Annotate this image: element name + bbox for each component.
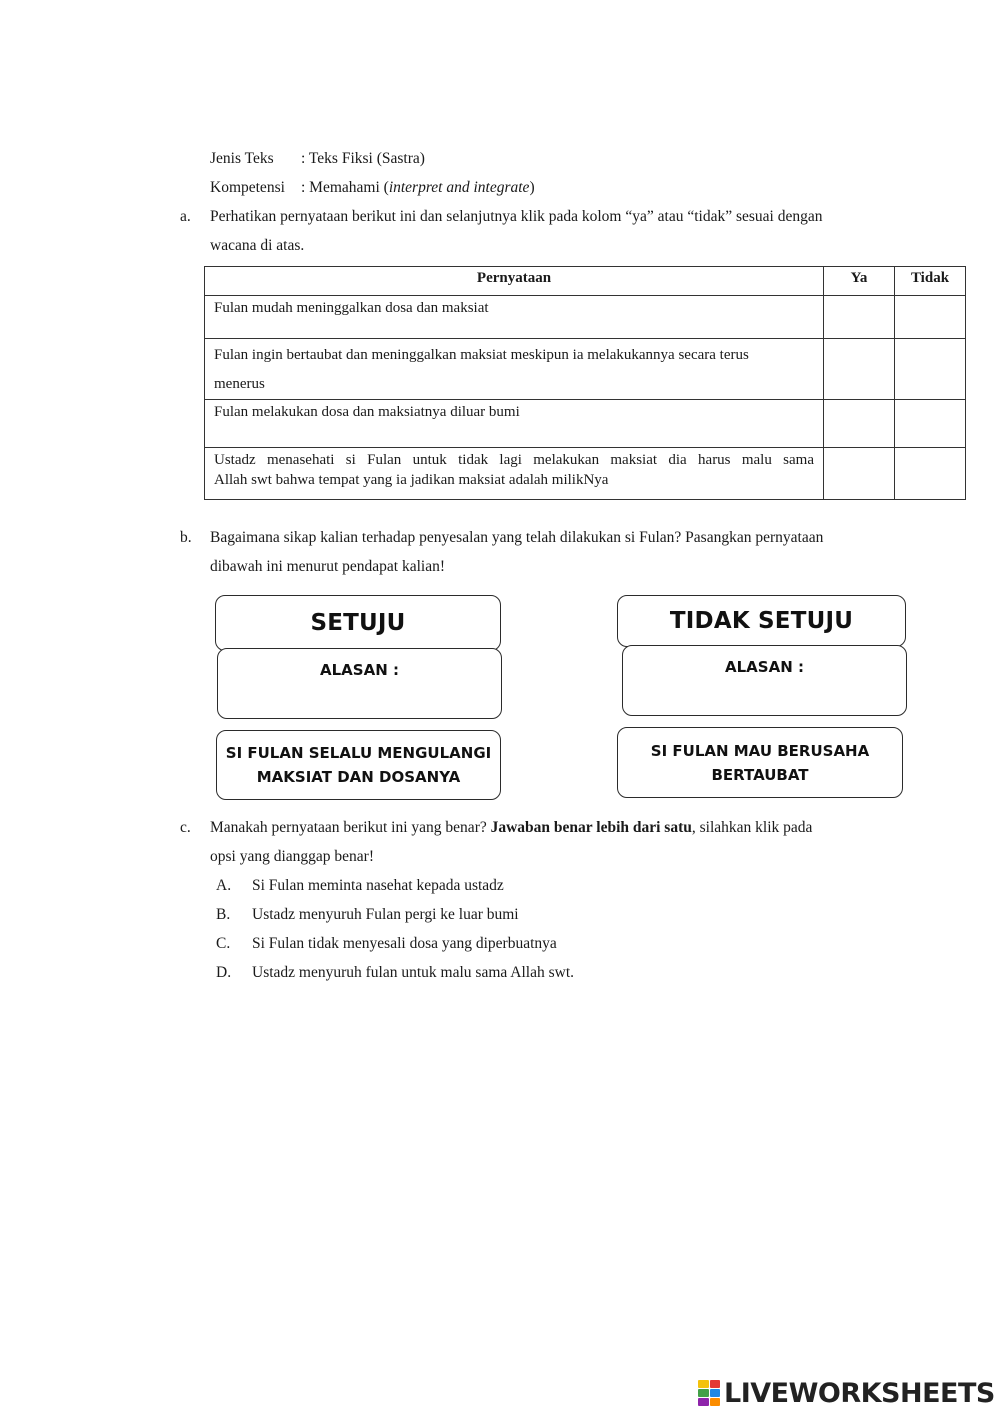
section-b-instruction: Bagaimana sikap kalian terhadap penyesalan yang telah dilakukan si Fulan? Pasangkan pernyataan xyxy=(210,529,824,546)
section-a-marker: a. xyxy=(180,208,191,225)
jenis-teks-label: Jenis Teks xyxy=(210,150,274,167)
statement-text: Fulan mudah meninggalkan dosa dan maksiat xyxy=(205,296,824,339)
ya-cell[interactable] xyxy=(824,296,895,339)
section-b-marker: b. xyxy=(180,529,192,546)
section-a-instruction-cont: wacana di atas. xyxy=(210,237,305,254)
drag-card-bertaubat[interactable]: SI FULAN MAU BERUSAHA BERTAUBAT xyxy=(617,727,903,798)
option-letter: D. xyxy=(216,964,232,981)
section-a-instruction: Perhatikan pernyataan berikut ini dan selanjutnya klik pada kolom “ya” atau “tidak” sesuai dengan xyxy=(210,208,823,225)
statement-table xyxy=(204,266,966,500)
drag-card-mengulangi[interactable]: SI FULAN SELALU MENGULANGI MAKSIAT DAN DOSANYA xyxy=(216,730,501,800)
ya-cell[interactable] xyxy=(824,339,895,400)
table-row xyxy=(205,400,966,448)
table-row xyxy=(205,339,966,400)
ya-cell[interactable] xyxy=(824,400,895,448)
section-c-instruction-cont: opsi yang dianggap benar! xyxy=(210,848,374,865)
table-row xyxy=(205,296,966,339)
kompetensi-label: Kompetensi xyxy=(210,179,285,196)
option-text[interactable]: Si Fulan meminta nasehat kepada ustadz xyxy=(252,877,504,894)
option-letter: A. xyxy=(216,877,232,894)
emphasis-text: Jawaban benar lebih dari satu xyxy=(490,819,692,836)
table-row xyxy=(205,448,966,500)
liveworksheets-brand xyxy=(698,1376,995,1410)
header-pernyataan: Pernyataan xyxy=(205,267,824,296)
tidak-cell[interactable] xyxy=(895,448,966,500)
liveworksheets-logo-icon xyxy=(698,1380,720,1406)
setuju-header: SETUJU xyxy=(215,595,501,651)
tidak-setuju-header: TIDAK SETUJU xyxy=(617,595,906,647)
statement-text: Fulan ingin bertaubat dan meninggalkan maksiat meskipun ia melakukannya secara terus menerus xyxy=(205,339,824,400)
section-b-instruction-cont: dibawah ini menurut pendapat kalian! xyxy=(210,558,446,575)
statement-text: Ustadz menasehati si Fulan untuk tidak lagi melakukan maksiat dia harus malu sama Allah swt bahwa tempat yang ia jadikan maksiat adalah milikNya xyxy=(205,448,824,500)
option-letter: C. xyxy=(216,935,231,952)
tidak-cell[interactable] xyxy=(895,400,966,448)
statement-text: Fulan melakukan dosa dan maksiatnya diluar bumi xyxy=(205,400,824,448)
ya-cell[interactable] xyxy=(824,448,895,500)
section-c-marker: c. xyxy=(180,819,191,836)
kompetensi-value: : Memahami (interpret and integrate) xyxy=(301,179,535,196)
setuju-reason-dropzone[interactable] xyxy=(217,648,502,719)
alasan-label: ALASAN : xyxy=(725,658,804,676)
header-tidak: Tidak xyxy=(895,267,966,296)
kompetensi-italic: interpret and integrate xyxy=(388,179,530,196)
tidak-cell[interactable] xyxy=(895,339,966,400)
option-letter: B. xyxy=(216,906,231,923)
jenis-teks-value: : Teks Fiksi (Sastra) xyxy=(301,150,425,167)
tidak-setuju-reason-dropzone[interactable] xyxy=(622,645,907,716)
section-c-instruction: Manakah pernyataan berikut ini yang benar? Jawaban benar lebih dari satu, silahkan klik pada xyxy=(210,819,813,836)
tidak-cell[interactable] xyxy=(895,296,966,339)
option-text[interactable]: Ustadz menyuruh Fulan pergi ke luar bumi xyxy=(252,906,519,923)
option-text[interactable]: Ustadz menyuruh fulan untuk malu sama Allah swt. xyxy=(252,964,574,981)
alasan-label: ALASAN : xyxy=(320,661,399,679)
brand-text: LIVEWORKSHEETS xyxy=(724,1377,995,1409)
header-ya: Ya xyxy=(824,267,895,296)
option-text[interactable]: Si Fulan tidak menyesali dosa yang diperbuatnya xyxy=(252,935,557,952)
